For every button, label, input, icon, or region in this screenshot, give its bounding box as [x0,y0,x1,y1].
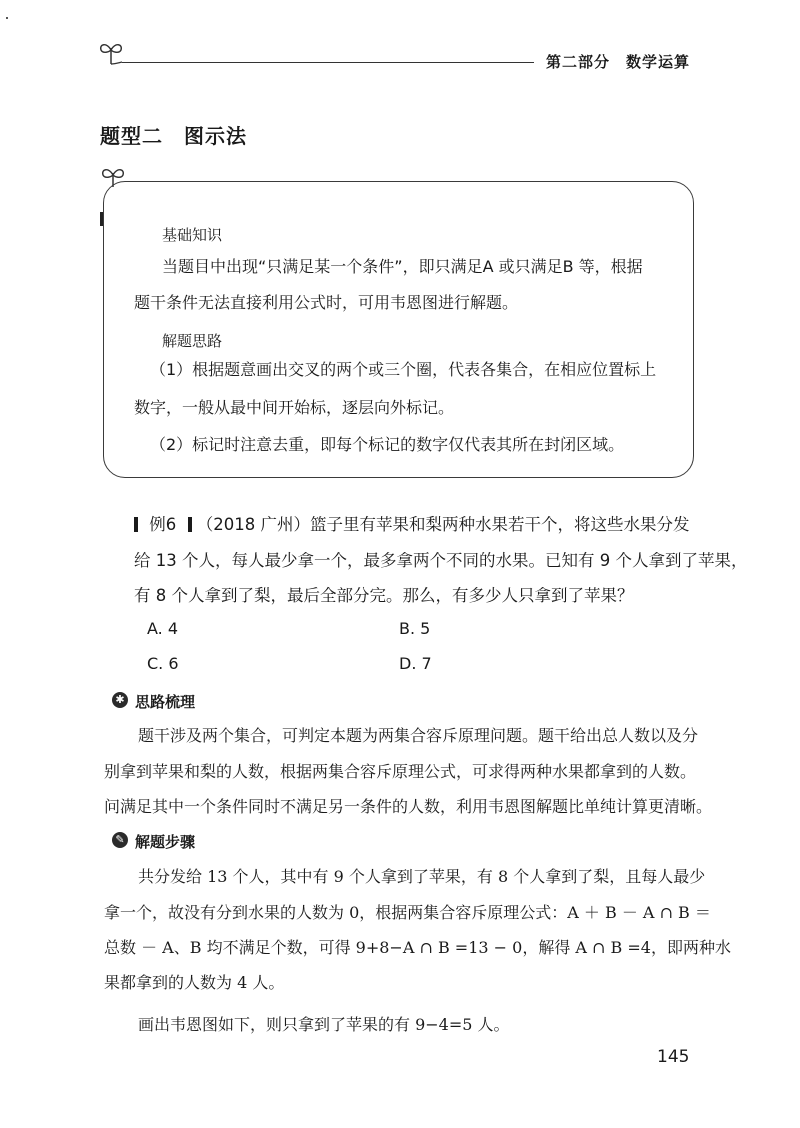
basics-line-1: 当题目中出现“只满足某一个条件”，即只满足A 或只满足B 等，根据 [162,257,643,276]
page-title: 题型二 图示法 [100,124,247,148]
solution-line-3: 总数 － A、B 均不满足个数，可得 9+8−A ∩ B =13 − 0，解得 A ∩ B =4，即两种水 [104,938,731,957]
solution-line-5: 画出韦恩图如下，则只拿到了苹果的有 9−4=5 人。 [138,1015,510,1034]
solution-line-1: 共分发给 13 个人，其中有 9 个人拿到了苹果，有 8 个人拿到了梨，且每人最少 [138,867,706,886]
example-line-2: 给 13 个人，每人最少拿一个，最多拿两个不同的水果。已知有 9 个人拿到了苹果， [134,551,748,570]
analysis-line-3: 问满足其中一个条件同时不满足另一条件的人数，利用韦恩图解题比单纯计算更清晰。 [104,797,713,816]
section-header: 第二部分 数学运算 [546,53,691,71]
knowledge-box-left-mark [100,212,103,226]
header-rule [122,62,534,63]
analysis-line-2: 别拿到苹果和梨的人数，根据两集合容斥原理公式，可求得两种水果都拿到的人数。 [104,762,697,781]
approach-heading: 解题思路 [162,332,223,350]
option-a: A. 4 [147,619,179,638]
scan-mark [6,17,8,19]
basics-heading: 基础知识 [162,226,223,244]
example-text-1: （2018 广州）篮子里有苹果和梨两种水果若干个，将这些水果分发 [196,515,690,534]
analysis-line-1: 题干涉及两个集合，可判定本题为两集合容斥原理问题。题干给出总人数以及分 [138,726,699,745]
solution-line-4: 果都拿到的人数为 4 人。 [104,973,285,992]
lightbulb-icon: ✱ [112,692,128,708]
example-line-3: 有 8 个人拿到了梨，最后全部分完。那么，有多少人只拿到了苹果？ [134,586,634,605]
option-d: D. 7 [399,654,432,673]
approach-line-1: （1）根据题意画出交叉的两个或三个圈，代表各集合，在相应位置标上 [150,360,657,379]
analysis-heading: 思路梳理 [135,693,196,711]
example-bar-left [134,517,138,532]
example-line-1 [134,511,694,535]
example-label: 例6 [149,515,177,534]
approach-line-3: （2）标记时注意去重，即每个标记的数字仅代表其所在封闭区域。 [150,435,625,454]
page-number: 145 [657,1047,690,1067]
approach-line-2: 数字，一般从最中间开始标，逐层向外标记。 [134,398,455,417]
basics-line-2: 题干条件无法直接利用公式时，可用韦恩图进行解题。 [134,293,519,312]
solution-heading: 解题步骤 [135,833,196,851]
example-bar-right [188,517,192,532]
steps-icon: ✎ [112,832,128,848]
option-b: B. 5 [399,619,431,638]
option-c: C. 6 [147,654,179,673]
solution-line-2: 拿一个，故没有分到水果的人数为 0，根据两集合容斥原理公式：A ＋ B － A ∩ B ＝ [104,903,711,922]
